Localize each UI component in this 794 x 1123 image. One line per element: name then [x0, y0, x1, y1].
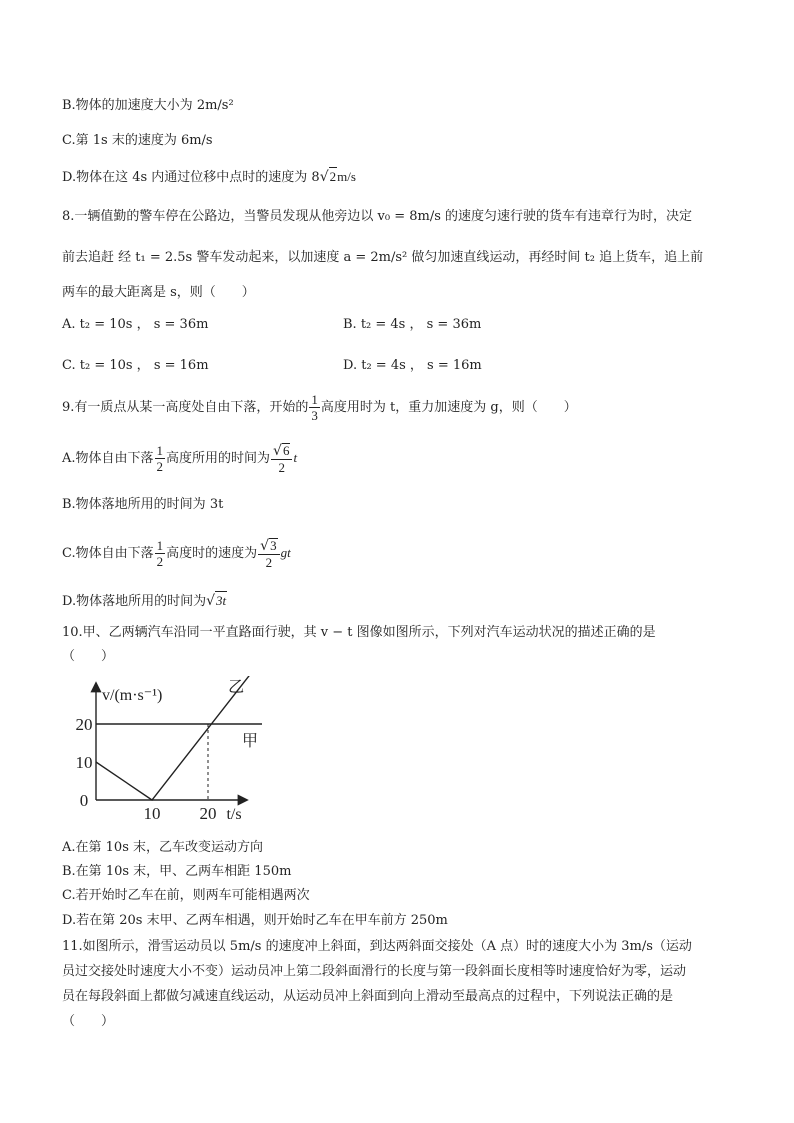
vt-graph: [62, 676, 262, 836]
q8-option-b: B. t₂ = 4s ， s = 36m: [343, 317, 482, 332]
radicand: 3t: [216, 593, 227, 608]
fraction-denominator: 3: [311, 408, 318, 423]
q9-option-d-text: D.物体落地所用的时间为: [62, 594, 207, 609]
q8-stem-line-2: 前去追赶 经 t₁ = 2.5s 警车发动起来，以加速度 a = 2m/s² 做匀加速直线运动，再经时间 t₂ 追上货车，追上前: [62, 250, 704, 265]
sqrt-sign: √: [319, 169, 329, 185]
fraction-root6-over-2: [271, 443, 292, 474]
series-label-jia: 甲: [241, 733, 259, 750]
series-label-yi: 乙: [228, 679, 245, 696]
q10-option-b: B.在第 10s 末，甲、乙两车相距 150m: [62, 864, 292, 879]
q7-option-b: B.物体的加速度大小为 2m/s²: [62, 98, 234, 113]
var-gt: gt: [280, 545, 291, 560]
q9-option-a: [62, 443, 297, 474]
y-axis-label: v/(m·s⁻¹): [102, 687, 163, 704]
q7-option-d: [62, 167, 356, 187]
q9-stem: [62, 393, 577, 422]
q11-stem-line-1: 11.如图所示，滑雪运动员以 5m/s 的速度冲上斜面，到达两斜面交接处（A 点）时的速度大小为 3m/s（运动: [62, 939, 692, 954]
q9-option-a-text: A.物体自由下落: [62, 451, 154, 466]
q10-option-c: C.若开始时乙车在前，则两车可能相遇两次: [62, 888, 310, 903]
radicand: 3: [270, 538, 277, 553]
q7-option-d-unit: m/s: [337, 169, 356, 184]
q8-option-d: D. t₂ = 4s ， s = 16m: [343, 358, 482, 373]
sqrt-sign: √: [273, 443, 282, 459]
q10-option-a: A.在第 10s 末，乙车改变运动方向: [62, 840, 263, 855]
q11-stem-line-4: （ ）: [62, 1014, 115, 1029]
q9-option-c-text: C.物体自由下落: [62, 546, 154, 561]
x-axis-label: t/s: [226, 806, 242, 823]
fraction-numerator: 1: [156, 443, 164, 458]
q11-stem-line-3: 员在每段斜面上都做匀减速直线运动，从运动员冲上斜面到向上滑动至最高点的过程中，下列说法正确的是: [62, 989, 674, 1004]
q9-option-a-text-mid: 高度所用的时间为: [166, 451, 271, 466]
var-t: t: [293, 450, 298, 465]
fraction-numerator: 1: [311, 392, 318, 407]
fraction-one-half: [155, 444, 166, 473]
q7-option-d-radicand: 2: [329, 169, 337, 184]
x-tick-label: 20: [199, 804, 217, 823]
q8-option-a: A. t₂ = 10s ， s = 36m: [62, 317, 209, 332]
q8-option-c: C. t₂ = 10s ， s = 16m: [62, 358, 209, 373]
q8-stem-line-1: 8.一辆值勤的警车停在公路边，当警员发现从他旁边以 v₀ = 8m/s 的速度匀速行驶的货车有违章行为时，决定: [62, 209, 693, 224]
q11-stem-line-2: 员过交接处时速度大小不变）运动员冲上第二段斜面滑行的长度与第一段斜面长度相等时速度恰好为零，运动: [62, 964, 687, 979]
q9-option-d: [62, 591, 227, 611]
sqrt-sign: √: [206, 593, 216, 609]
q10-option-d: D.若在第 20s 末甲、乙两车相遇，则开始时乙车在甲车前方 250m: [62, 913, 448, 928]
fraction-root3-over-2: [258, 538, 279, 569]
fraction-denominator: 2: [278, 460, 285, 475]
sqrt-sign: √: [260, 538, 270, 554]
q10-stem-line-1: 10.甲、乙两辆汽车沿同一平直路面行驶，其 v − t 图像如图所示，下列对汽车运动状况的描述正确的是: [62, 625, 656, 640]
radicand: 6: [282, 443, 290, 458]
q7-option-c: C.第 1s 末的速度为 6m/s: [62, 133, 213, 148]
q9-option-b: B.物体落地所用的时间为 3t: [62, 497, 224, 512]
y-tick-label: 20: [75, 715, 93, 734]
fraction-numerator: [271, 443, 292, 460]
fraction-denominator: 2: [265, 555, 273, 570]
fraction-one-third: [309, 393, 320, 422]
fraction-denominator: 2: [156, 459, 164, 474]
y-tick-label: 0: [79, 791, 89, 810]
y-tick-label: 10: [75, 753, 93, 772]
q8-stem-line-3: 两车的最大距离是 s，则（ ）: [62, 285, 255, 300]
fraction-numerator: [258, 538, 279, 555]
x-tick-label: 10: [143, 804, 161, 823]
q9-option-c-text-mid: 高度时的速度为: [166, 546, 258, 561]
fraction-one-half: [155, 539, 166, 568]
q10-stem-line-2: （ ）: [62, 649, 115, 664]
fraction-denominator: 2: [156, 554, 164, 569]
q7-option-d-text: D.物体在这 4s 内通过位移中点时的速度为 8: [62, 170, 320, 185]
q9-stem-text: 9.有一质点从某一高度处自由下落，开始的: [62, 400, 309, 415]
q9-stem-text-end: 高度用时为 t，重力加速度为 g，则（ ）: [320, 400, 577, 415]
fraction-numerator: 1: [156, 538, 164, 553]
q9-option-c: [62, 538, 291, 569]
